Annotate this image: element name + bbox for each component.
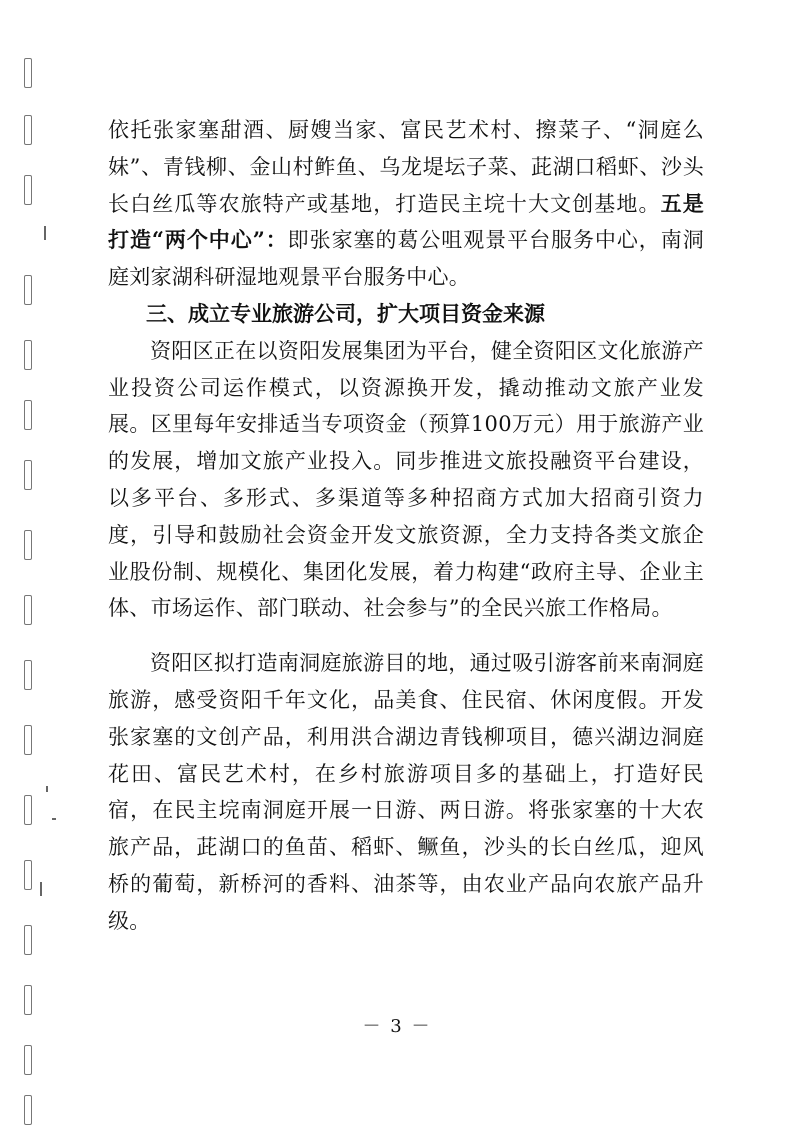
binding-hole [24, 660, 32, 690]
paragraph-destination: 资阳区拟打造南洞庭旅游目的地，通过吸引游客前来南洞庭旅游，感受资阳千年文化，品美食、住民宿、休闲度假。开发张家塞的文创产品，利用洪合湖边青钱柳项目，德兴湖边洞庭花田、富民艺术村，在乡村旅游项目多的基础上，打造好民宿，在民主垸南洞庭开展一日游、两日游。将张家塞的十大农旅产品，茈湖口的鱼苗、稻虾、鳜鱼，沙头的长白丝瓜，迎风桥的葡萄，新桥河的香料、油茶等，由农业产品向农旅产品升级。 [108, 651, 704, 933]
paragraph-text: 即张家塞的葛公咀观景平台服务中心，南洞庭刘家湖科研湿地观景平台服务中心。 [108, 228, 704, 290]
binding-hole [24, 795, 32, 825]
binding-hole [24, 175, 32, 205]
document-body [108, 112, 704, 940]
binding-hole [24, 595, 32, 625]
binding-hole [24, 460, 32, 490]
binding-hole [24, 725, 32, 755]
paragraph-funding: 资阳区正在以资阳发展集团为平台，健全资阳区文化旅游产业投资公司运作模式，以资源换开发，撬动推动文旅产业发展。区里每年安排适当专项资金（预算100万元）用于旅游产业的发展，增加文旅产业投入。同步推进文旅投融资平台建设，以多平台、多形式、多渠道等多种招商方式加大招商引资力度，引导和鼓励社会资金开发文旅资源，全力支持各类文旅企业股份制、规模化、集团化发展，着力构建“政府主导、企业主体、市场运作、部门联动、社会参与”的全民兴旅工作格局。 [108, 338, 704, 621]
paragraph-continued [108, 112, 704, 296]
binding-hole [24, 530, 32, 560]
binding-hole [24, 340, 32, 370]
binding-hole [24, 275, 32, 305]
scan-mark [44, 226, 46, 240]
scan-mark [46, 786, 48, 792]
binding-hole [24, 860, 32, 890]
binding-margin [0, 0, 50, 1122]
section-heading: 三、成立专业旅游公司，扩大项目资金来源 [146, 301, 545, 326]
binding-hole [24, 985, 32, 1015]
binding-hole [24, 925, 32, 955]
bold-lead-in: 五是打造“两个中心”： [108, 190, 704, 253]
scan-mark [40, 882, 42, 896]
binding-hole [24, 115, 32, 145]
binding-hole [24, 1095, 32, 1125]
binding-hole [24, 58, 32, 88]
binding-hole [24, 1045, 32, 1075]
scan-mark [52, 818, 56, 820]
paragraph-text: 依托张家塞甜酒、厨嫂当家、富民艺术村、擦菜子、“洞庭么妹”、青钱柳、金山村鲊鱼、乌龙堤坛子菜、茈湖口稻虾、沙头长白丝瓜等农旅特产或基地，打造民主垸十大文创基地。 [108, 118, 704, 216]
binding-hole [24, 400, 32, 430]
page-number: － 3 － [362, 1016, 432, 1037]
